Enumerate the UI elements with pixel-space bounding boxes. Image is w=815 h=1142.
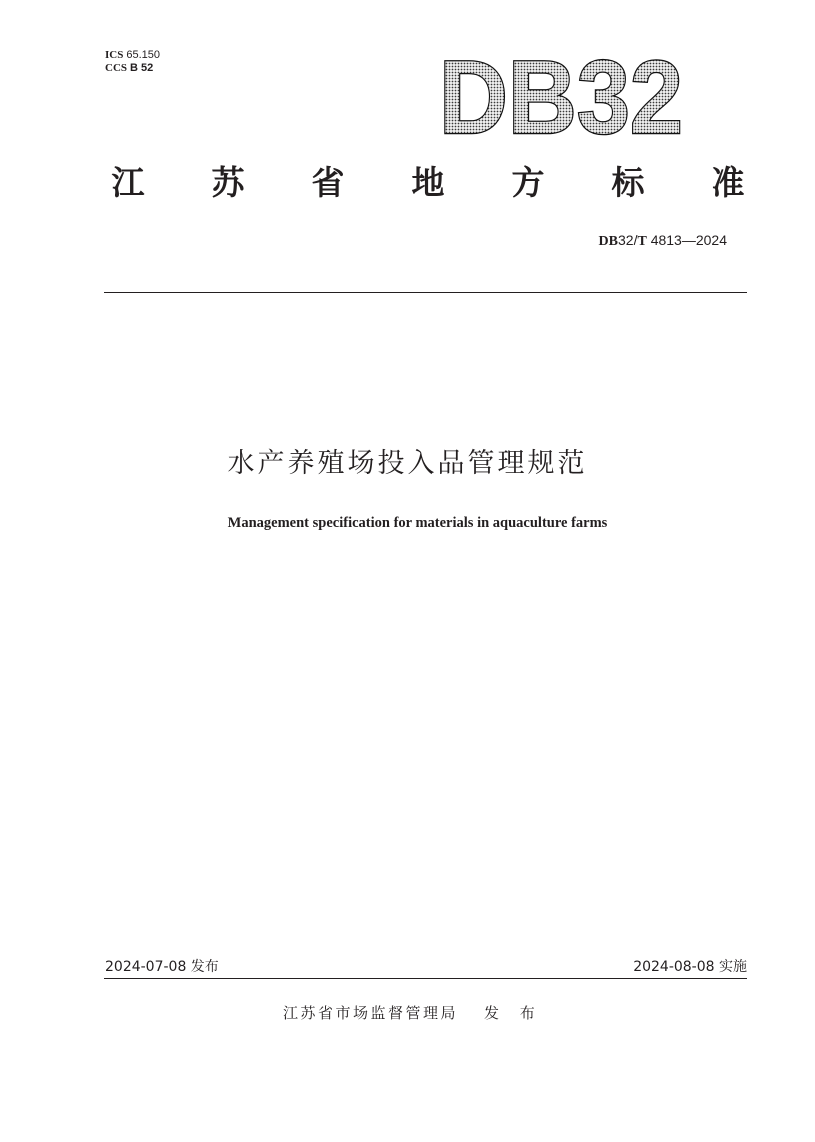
- ccs-code: [105, 62, 160, 75]
- publisher: [283, 1003, 535, 1023]
- implement-date: 2024-08-08 实施: [633, 959, 747, 975]
- standard-type-char: 方: [511, 163, 545, 202]
- english-title: Management specification for materials in aquaculture farms: [227, 515, 608, 531]
- ccs-label: CCS: [105, 62, 128, 74]
- publisher-organization: 江苏省市场监督管理局: [283, 1004, 459, 1022]
- standard-type-char: 标: [611, 163, 645, 202]
- classification-codes: [105, 49, 160, 75]
- code-t: T: [637, 234, 647, 249]
- ics-label: ICS: [105, 49, 124, 61]
- top-divider: [104, 292, 747, 293]
- code-prefix: DB: [598, 234, 618, 249]
- chinese-title: 水产养殖场投入品管理规范: [227, 448, 588, 479]
- standard-type-char: 江: [111, 163, 145, 202]
- publish-action: 发 布: [484, 1004, 535, 1022]
- standard-type-char: 准: [711, 163, 745, 202]
- standard-type-char: 苏: [211, 163, 245, 202]
- ccs-value: B 52: [130, 62, 154, 74]
- code-number: 4813—2024: [646, 232, 727, 248]
- logo-text: DB32: [439, 50, 683, 138]
- standard-type-char: 省: [311, 163, 345, 202]
- standard-type-title: [108, 163, 748, 203]
- code-mid: 32/: [618, 232, 638, 248]
- issue-date: 2024-07-08 发布: [105, 959, 219, 975]
- ics-value: 65.150: [126, 49, 160, 61]
- db32-logo: [436, 50, 686, 138]
- standard-type-char: 地: [411, 163, 445, 202]
- standard-code: [599, 231, 727, 251]
- ics-code: [105, 49, 160, 62]
- bottom-divider: [104, 978, 747, 979]
